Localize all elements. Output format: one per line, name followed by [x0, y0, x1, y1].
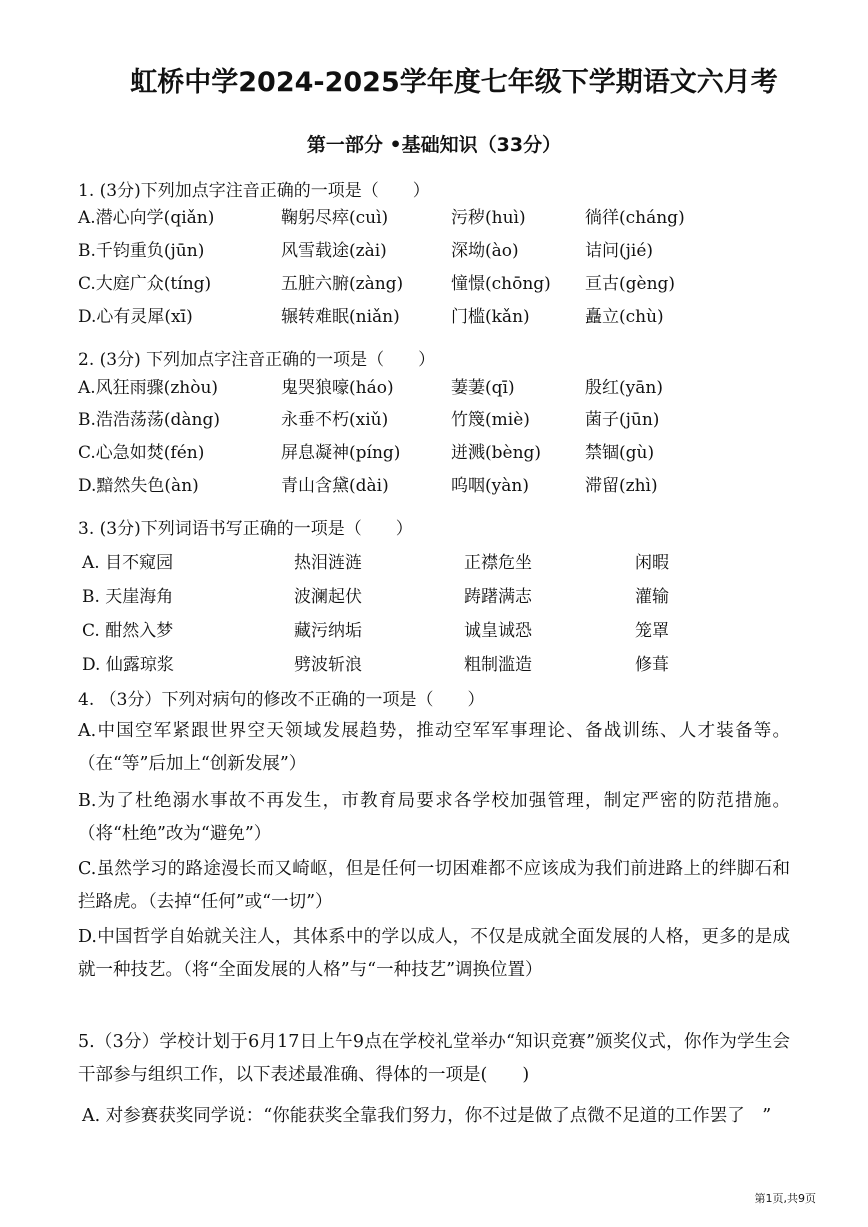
question-5-stem: 5.（3分）学校计划于6月17日上午9点在学校礼堂举办“知识竞赛”颁奖仪式，你作为学生会干部参与组织工作，以下表述最准确、得体的一项是( )	[78, 1032, 790, 1085]
option-cell: 禁锢(gù)	[585, 443, 655, 463]
option-cell: 矗立(chù)	[585, 307, 664, 327]
option-cell: 鞠躬尽瘁(cuì)	[281, 208, 389, 228]
question-4-option-d: D.中国哲学自始就关注人，其体系中的学以成人，不仅是成就全面发展的人格，更多的是成就一种技艺。（将“全面发展的人格”与“一种技艺”调换位置）	[78, 927, 790, 980]
option-cell: 憧憬(chōng)	[451, 274, 551, 294]
option-cell: 粗制滥造	[464, 655, 532, 675]
question-4-option-a: A.中国空军紧跟世界空天领域发展趋势，推动空军军事理论、备战训练、人才装备等。（在“等”后加上“创新发展”）	[78, 721, 790, 774]
question-1-stem: 1. (3分)下列加点字注音正确的一项是（ ）	[78, 181, 430, 201]
option-cell: C. 酣然入梦	[82, 621, 174, 641]
option-cell: 屏息凝神(píng)	[281, 443, 401, 463]
option-cell: 笼罩	[635, 621, 669, 641]
option-cell: C.大庭广众(tíng)	[78, 274, 212, 294]
option-cell: 波澜起伏	[294, 587, 362, 607]
option-cell: 鬼哭狼嚎(háo)	[281, 378, 394, 398]
option-cell: 亘古(gèng)	[585, 274, 676, 294]
option-cell: 诚皇诚恐	[464, 621, 532, 641]
question-4-option-c: C.虽然学习的路途漫长而又崎岖，但是任何一切困难都不应该成为我们前进路上的绊脚石和拦路虎。（去掉“任何”或“一切”）	[78, 859, 790, 912]
question-4-stem: 4. （3分）下列对病句的修改不正确的一项是（ ）	[78, 690, 485, 710]
option-cell: A.潜心向学(qiǎn)	[78, 208, 215, 228]
option-cell: 永垂不朽(xiǔ)	[281, 410, 389, 430]
option-cell: B.千钧重负(jūn)	[78, 241, 205, 261]
option-cell: C.心急如焚(fén)	[78, 443, 205, 463]
option-cell: A.风狂雨骤(zhòu)	[78, 378, 219, 398]
option-cell: 劈波斩浪	[294, 655, 362, 675]
option-cell: A. 目不窥园	[82, 553, 174, 573]
option-cell: D.黯然失色(àn)	[78, 476, 199, 496]
option-cell: 踌躇满志	[464, 587, 532, 607]
option-cell: 辗转难眠(niǎn)	[281, 307, 400, 327]
option-cell: 迸溅(bèng)	[451, 443, 542, 463]
option-cell: 青山含黛(dài)	[281, 476, 389, 496]
option-cell: 徜徉(cháng)	[585, 208, 685, 228]
question-3-stem: 3. (3分)下列词语书写正确的一项是（ ）	[78, 519, 413, 539]
option-cell: 菌子(jūn)	[585, 410, 660, 430]
question-5-option-a: A. 对参赛获奖同学说：“你能获奖全靠我们努力，你不过是做了点微不足道的工作罢了 ”	[82, 1106, 772, 1126]
option-cell: 污秽(huì)	[451, 208, 526, 228]
option-cell: 殷红(yān)	[585, 378, 663, 398]
option-cell: 深坳(ào)	[451, 241, 519, 261]
option-cell: D. 仙露琼浆	[82, 655, 174, 675]
option-cell: 正襟危坐	[464, 553, 532, 573]
option-cell: B. 天崖海角	[82, 587, 174, 607]
option-cell: 修葺	[635, 655, 669, 675]
exam-title: 虹桥中学2024-2025学年度七年级下学期语文六月考	[130, 67, 778, 98]
option-cell: 灌输	[635, 587, 669, 607]
option-cell: 滞留(zhì)	[585, 476, 658, 496]
question-2-stem: 2. (3分) 下列加点字注音正确的一项是（ ）	[78, 350, 436, 370]
option-cell: B.浩浩荡荡(dàng)	[78, 410, 221, 430]
option-cell: 呜咽(yàn)	[451, 476, 529, 496]
page-footer: 第1页,共9页	[754, 1192, 816, 1205]
section-heading: 第一部分 •基础知识（33分）	[306, 134, 562, 156]
option-cell: 竹篾(miè)	[451, 410, 530, 430]
option-cell: 门槛(kǎn)	[451, 307, 530, 327]
option-cell: 诘问(jié)	[585, 241, 654, 261]
option-cell: 热泪涟涟	[294, 553, 362, 573]
option-cell: 藏污纳垢	[294, 621, 362, 641]
option-cell: D.心有灵犀(xī)	[78, 307, 193, 327]
option-cell: 闲暇	[635, 553, 669, 573]
option-cell: 风雪载途(zài)	[281, 241, 387, 261]
option-cell: 萋萋(qī)	[451, 378, 515, 398]
question-4-option-b: B.为了杜绝溺水事故不再发生，市教育局要求各学校加强管理，制定严密的防范措施。（将“杜绝”改为“避免”）	[78, 791, 790, 844]
option-cell: 五脏六腑(zàng)	[281, 274, 404, 294]
